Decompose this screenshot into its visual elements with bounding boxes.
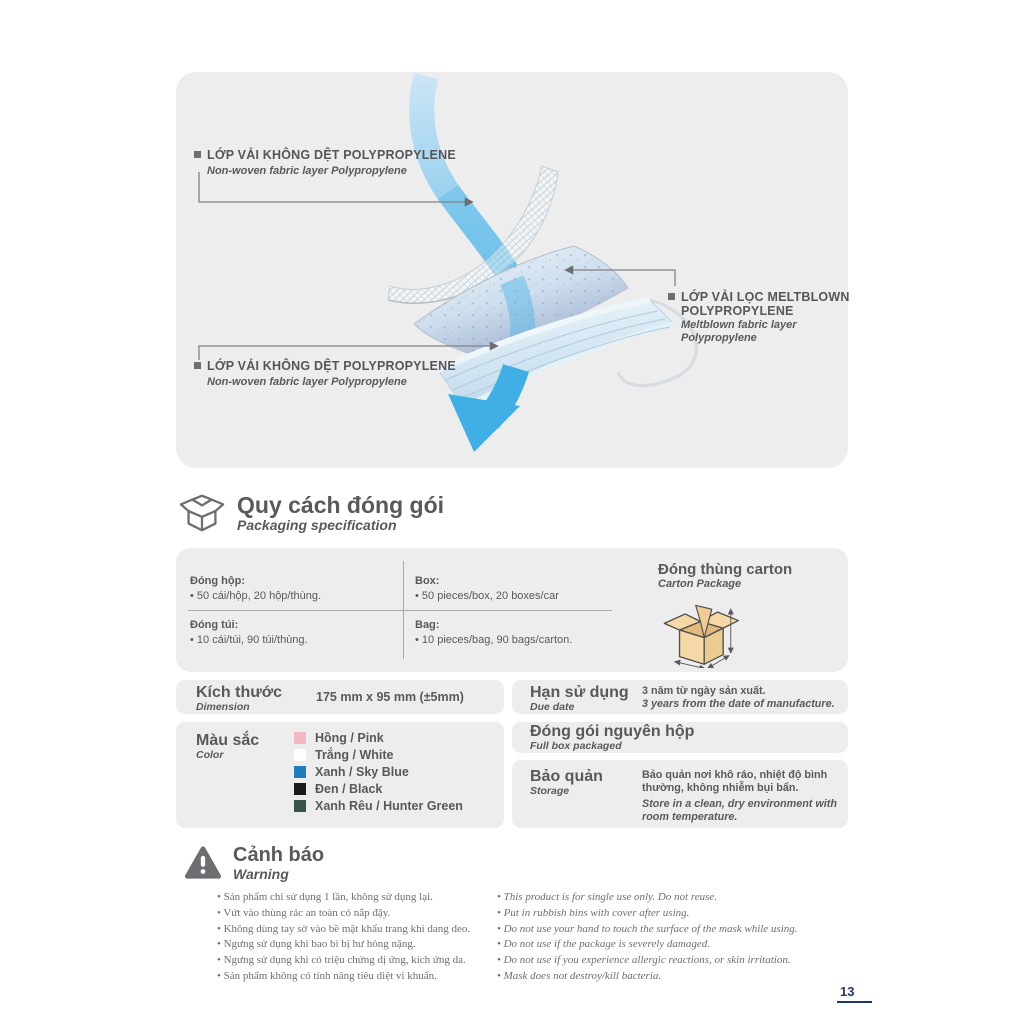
packaging-spec-panel [176, 548, 848, 672]
color-swatch-label: Hồng / Pink [315, 731, 384, 746]
warning-item-en: • Put in rubbish bins with cover after using. [497, 906, 798, 922]
due-date-panel [512, 680, 848, 714]
warning-item-vi: • Ngưng sử dụng khi bao bì bị hư hỏng nặng. [217, 937, 470, 953]
carton-box-illustration [660, 594, 756, 668]
color-label-en: Color [196, 749, 224, 761]
dimension-panel [176, 680, 504, 714]
pack-label: Bag: [415, 619, 440, 631]
pack-cell-bag-vi [190, 618, 308, 648]
color-swatch-row [294, 730, 463, 747]
color-swatch-label: Đen / Black [315, 781, 383, 796]
warning-item-vi: • Vứt vào thùng rác an toàn có nắp đậy. [217, 906, 470, 922]
color-swatch [294, 766, 306, 778]
color-swatch [294, 800, 306, 812]
pack-label: Đóng hộp: [190, 575, 245, 587]
warning-triangle-icon [184, 844, 222, 882]
due-date-label: Hạn sử dụng [530, 684, 629, 701]
square-bullet-icon [668, 293, 675, 300]
warning-title: Cảnh báo [233, 844, 325, 866]
color-swatch-row [294, 797, 463, 814]
color-label: Màu sắc [196, 732, 260, 749]
warning-item-en: • Do not use your hand to touch the surface of the mask while using. [497, 922, 798, 938]
color-swatch-label: Xanh Rêu / Hunter Green [315, 798, 463, 813]
square-bullet-icon [194, 362, 201, 369]
mask-layers-illustration-panel [176, 72, 848, 468]
due-date-label-en: Due date [530, 701, 575, 713]
color-swatch-label: Xanh / Sky Blue [315, 764, 409, 779]
color-swatch-list [294, 730, 463, 814]
layer-label-subtitle: Non-woven fabric layer Polypropylene [207, 165, 407, 177]
layer-label-title-line2: POLYPROPYLENE [681, 304, 794, 318]
layer-label-title: LỚP VẢI LỌC MELTBLOWN [681, 290, 850, 304]
page-number: 13 [840, 984, 855, 999]
open-box-icon [179, 491, 225, 535]
pack-value: • 10 pieces/bag, 90 bags/carton. [415, 634, 573, 646]
square-bullet-icon [194, 151, 201, 158]
full-box-label-en: Full box packaged [530, 740, 622, 752]
pack-cell-bag-en [415, 618, 572, 648]
storage-panel [512, 760, 848, 828]
pack-cell-box-vi [190, 574, 321, 604]
warning-item-vi: • Không dùng tay sờ vào bề mặt khẩu trang khi dang deo. [217, 922, 470, 938]
due-date-value-en: 3 years from the date of manufacture. [642, 698, 835, 710]
due-date-value-vi: 3 năm từ ngày sản xuất. [642, 685, 766, 697]
packaging-section-header [179, 491, 444, 535]
warning-item-vi: • Ngưng sử dụng khi có triệu chứng dị ứng, kích ứng da. [217, 953, 470, 969]
pack-value: • 50 pieces/box, 20 boxes/car [415, 590, 559, 602]
warning-item-en: • This product is for single use only. Do not reuse. [497, 890, 798, 906]
warning-item-vi: • Sản phẩm không có tính năng tiêu diệt vi khuẩn. [217, 969, 470, 985]
label-meltblown [668, 290, 850, 345]
warning-subtitle: Warning [233, 866, 289, 882]
layer-label-title: LỚP VẢI KHÔNG DỆT POLYPROPYLENE [207, 359, 456, 373]
packaging-subtitle: Packaging specification [237, 517, 397, 533]
pack-label: Box: [415, 575, 440, 587]
page-number-underline [837, 1001, 872, 1003]
pack-value: • 10 cái/túi, 90 túi/thùng. [190, 634, 308, 646]
carton-subtitle: Carton Package [658, 578, 742, 590]
layer-label-subtitle-line2: Polypropylene [681, 332, 757, 345]
carton-package-block [658, 561, 792, 668]
mask-layers-artwork [176, 72, 848, 468]
layer-label-title: LỚP VẢI KHÔNG DỆT POLYPROPYLENE [207, 148, 456, 162]
storage-value-en: Store in a clean, dry environment with room temperature. [642, 798, 837, 823]
color-swatch-row [294, 780, 463, 797]
full-box-panel [512, 722, 848, 753]
storage-label-en: Storage [530, 785, 570, 797]
layer-label-subtitle: Non-woven fabric layer Polypropylene [207, 376, 407, 388]
color-panel [176, 722, 504, 828]
dimension-label: Kích thước [196, 684, 283, 701]
storage-label: Bảo quản [530, 768, 603, 785]
table-divider-vertical [403, 561, 404, 659]
storage-value-vi: Bảo quản nơi khô ráo, nhiệt độ bình thường, không nhiễm bụi bẩn. [642, 769, 828, 794]
layer-label-subtitle: Meltblown fabric layer [681, 319, 797, 331]
dimension-value: 175 mm x 95 mm (±5mm) [316, 690, 464, 704]
color-swatch [294, 732, 306, 744]
carton-title: Đóng thùng carton [658, 561, 793, 578]
full-box-label: Đóng gói nguyên hộp [530, 723, 695, 740]
packaging-title: Quy cách đóng gói [237, 492, 445, 518]
color-swatch-row [294, 747, 463, 764]
warning-item-vi: • Sản phẩm chỉ sử dụng 1 lần, không sử dụng lại. [217, 890, 470, 906]
color-swatch-label: Trắng / White [315, 748, 394, 763]
color-swatch-row [294, 764, 463, 781]
warning-item-en: • Do not use if you experience allergic reactions, or skin irritation. [497, 953, 798, 969]
dimension-label-en: Dimension [196, 701, 250, 713]
color-swatch [294, 783, 306, 795]
pack-cell-box-en [415, 574, 559, 604]
label-nonwoven-bottom [194, 359, 456, 388]
warning-list-vi [217, 890, 470, 985]
warning-list-en [497, 890, 798, 985]
connector-bottom-left [199, 346, 497, 360]
pack-label: Đóng túi: [190, 619, 239, 631]
warning-item-en: • Mask does not destroy/kill bacteria. [497, 969, 798, 985]
pack-value: • 50 cái/hộp, 20 hộp/thùng. [190, 590, 322, 602]
warning-section-header [184, 844, 324, 882]
table-divider-horizontal [188, 610, 612, 611]
color-swatch [294, 749, 306, 761]
warning-item-en: • Do not use if the package is severely damaged. [497, 937, 798, 953]
label-nonwoven-top [194, 148, 456, 177]
